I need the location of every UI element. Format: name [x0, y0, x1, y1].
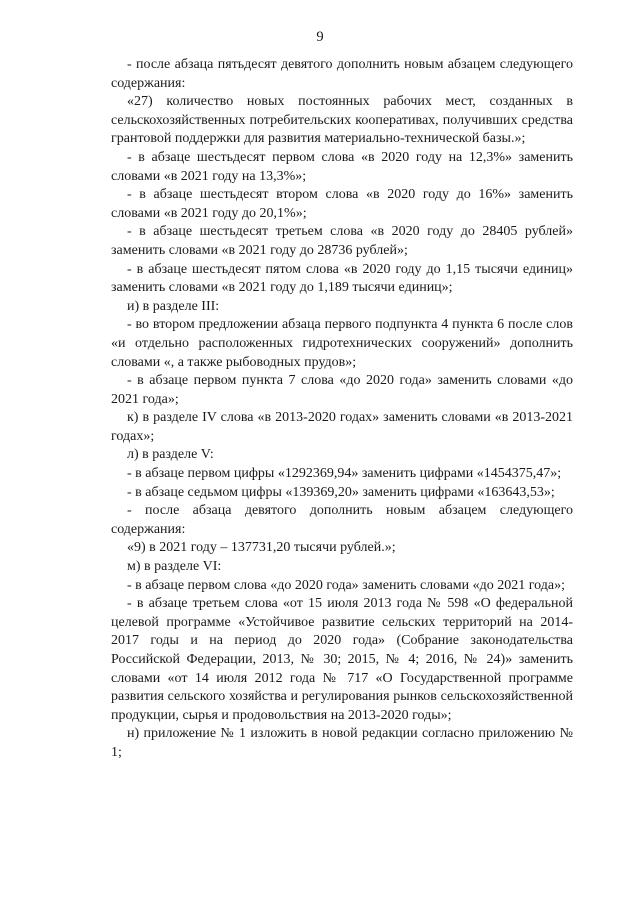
document-body [111, 56, 573, 763]
paragraph: - после абзаца пятьдесят девятого дополнить новым абзацем следующего содержания: [111, 57, 573, 91]
paragraph: «9) в 2021 году – 137731,20 тысячи рублей.»; [127, 540, 396, 556]
paragraph: к) в разделе IV слова «в 2013-2020 годах» заменить словами «в 2013-2021 годах»; [111, 410, 573, 444]
paragraph: - в абзаце шестьдесят первом слова «в 2020 году на 12,3%» заменить словами «в 2021 году на 13,3%»; [111, 149, 573, 184]
paragraph: - в абзаце первом цифры «1292369,94» заменить цифрами «1454375,47»; [127, 466, 562, 482]
paragraph: - во втором предложении абзаца первого подпункта 4 пункта 6 после слов «и отдельно расположенных гидротехнических сооружений» дополнить словами «, а также рыбоводных прудов»; [111, 317, 573, 370]
paragraph: - после абзаца девятого дополнить новым абзацем следующего содержания: [111, 503, 573, 537]
paragraph: - в абзаце первом слова «до 2020 года» заменить словами «до 2021 года»; [127, 577, 565, 593]
paragraph: - в абзаце шестьдесят третьем слова «в 2020 году до 28405 рублей» заменить словами «в 2021 году до 28736 рублей»; [111, 224, 573, 258]
paragraph: - в абзаце третьем слова «от 15 июля 2013 года № 598 «О федеральной целевой программе «Устойчивое развитие сельских территорий на 2014-2017 годы и на период до 2020 года» (Собрание законодательства Российской Федерации, 2013, № 30; 2015, № 4; 2016, № 24)» заменить словами «от 14 июля 2012 года № 717 «О Государственной программе развития сельского хозяйства и регулирования рынков сельскохозяйственной продукции, сырья и продовольствия на 2013-2020 годы»; [111, 596, 573, 723]
paragraph: - в абзаце шестьдесят втором слова «в 2020 году до 16%» заменить словами «в 2021 году до 20,1%»; [111, 187, 573, 221]
paragraph: - в абзаце первом пункта 7 слова «до 2020 года» заменить словами «до 2021 года»; [111, 373, 573, 407]
paragraph: н) приложение № 1 изложить в новой редакции согласно приложению № 1; [111, 726, 573, 760]
paragraph: - в абзаце седьмом цифры «139369,20» заменить цифрами «163643,53»; [127, 484, 555, 500]
paragraph: - в абзаце шестьдесят пятом слова «в 2020 году до 1,15 тысячи единиц» заменить словами «в 2021 году до 1,189 тысячи единиц»; [111, 261, 573, 296]
paragraph: и) в разделе III: [127, 298, 220, 314]
paragraph: м) в разделе VI: [127, 559, 222, 575]
paragraph: л) в разделе V: [127, 447, 214, 463]
page-number: 9 [316, 29, 324, 45]
paragraph: «27) количество новых постоянных рабочих мест, созданных в сельскохозяйственных потребительских кооперативах, получивших средства грантовой поддержки для развития материально-технической базы.»; [111, 94, 573, 147]
